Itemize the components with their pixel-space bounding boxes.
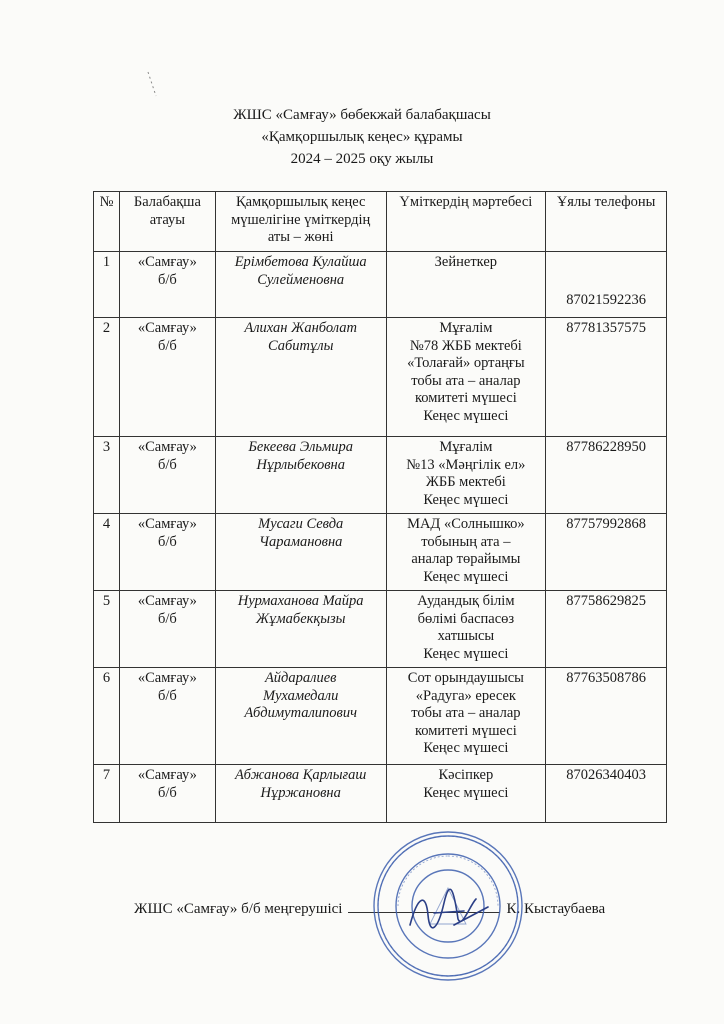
status-line: хатшысы bbox=[437, 628, 495, 644]
status-line: тобы ата – аналар bbox=[411, 372, 521, 389]
cell-status bbox=[386, 437, 546, 514]
phone-number: 87021592236 bbox=[566, 291, 646, 308]
status-line: Зейнеткер bbox=[434, 254, 498, 270]
cell-phone bbox=[546, 765, 667, 823]
status-line: Мұғалім bbox=[439, 439, 493, 455]
table-row bbox=[94, 252, 667, 318]
document-heading bbox=[0, 104, 724, 170]
header-phone: Ұялы телефоны bbox=[546, 192, 667, 252]
table-body bbox=[94, 252, 667, 823]
cell-num bbox=[94, 318, 120, 437]
table-row bbox=[94, 765, 667, 823]
phone-number: 87781357575 bbox=[566, 320, 646, 336]
status-line: «Радуга» ересек bbox=[415, 687, 516, 704]
org-type: б/б bbox=[158, 784, 177, 801]
cell-status bbox=[386, 514, 546, 591]
heading-line-1: ЖШС «Самғау» бөбекжай балабақшасы bbox=[233, 107, 491, 123]
cell-num bbox=[94, 437, 120, 514]
status-line: комитеті мүшесі bbox=[414, 722, 517, 739]
status-line: тобының ата – bbox=[421, 533, 511, 550]
cell-org bbox=[119, 668, 215, 765]
status-line: №78 ЖББ мектебі bbox=[409, 337, 522, 354]
status-line: аналар төрайымы bbox=[411, 551, 521, 567]
org-type: б/б bbox=[158, 610, 177, 627]
candidate-name-line: Жұмабекқызы bbox=[255, 610, 346, 627]
org-type: б/б bbox=[158, 687, 177, 704]
cell-status bbox=[386, 252, 546, 318]
status-line: ЖББ мектебі bbox=[425, 474, 506, 490]
cell-name bbox=[215, 437, 386, 514]
row-number: 2 bbox=[102, 320, 111, 336]
status-line: бөлімі баспасөз bbox=[417, 610, 515, 627]
status-line: Кеңес мүшесі bbox=[423, 784, 509, 801]
phone-number: 87026340403 bbox=[566, 767, 646, 783]
status-line: МАД «Солнышко» bbox=[407, 516, 525, 532]
cell-status bbox=[386, 765, 546, 823]
cell-name bbox=[215, 591, 386, 668]
cell-name bbox=[215, 765, 386, 823]
org-name: «Самғау» bbox=[137, 593, 197, 609]
candidate-name-line: Сулейменовна bbox=[257, 271, 345, 288]
cell-name bbox=[215, 252, 386, 318]
org-type: б/б bbox=[158, 456, 177, 473]
status-line: Кеңес мүшесі bbox=[423, 740, 509, 756]
org-name: «Самғау» bbox=[137, 439, 197, 455]
org-type: б/б bbox=[158, 271, 177, 288]
cell-num bbox=[94, 252, 120, 318]
status-line: Сот орындаушысы bbox=[407, 670, 524, 686]
cell-phone bbox=[546, 668, 667, 765]
row-number: 4 bbox=[102, 516, 111, 532]
table-row bbox=[94, 668, 667, 765]
cell-num bbox=[94, 668, 120, 765]
candidate-name-line: Нұрлыбековна bbox=[256, 456, 345, 473]
candidate-name-line: Чарамановна bbox=[258, 533, 343, 550]
org-type: б/б bbox=[158, 337, 177, 354]
status-line: комитеті мүшесі bbox=[414, 390, 517, 406]
candidate-name-line: Мухамедали bbox=[263, 687, 339, 704]
candidate-name-line: Абжанова Қарлығаш bbox=[235, 767, 367, 783]
council-table bbox=[93, 191, 667, 823]
cell-phone bbox=[546, 437, 667, 514]
candidate-name-line: Бекеева Эльмира bbox=[248, 439, 354, 455]
header-num: № bbox=[94, 192, 120, 252]
cell-phone bbox=[546, 591, 667, 668]
candidate-name-line: Сабитұлы bbox=[267, 337, 334, 354]
cell-num bbox=[94, 514, 120, 591]
table-row bbox=[94, 591, 667, 668]
cell-org bbox=[119, 318, 215, 437]
scan-speck bbox=[146, 70, 160, 100]
cell-name bbox=[215, 668, 386, 765]
org-name: «Самғау» bbox=[137, 254, 197, 270]
status-line: Кеңес мүшесі bbox=[423, 407, 509, 424]
table-header-row bbox=[94, 192, 667, 252]
org-name: «Самғау» bbox=[137, 767, 197, 783]
table-row bbox=[94, 318, 667, 437]
signature-role: ЖШС «Самғау» б/б меңгерушісі bbox=[134, 901, 343, 917]
signature-name: К. Кыстаубаева bbox=[506, 901, 606, 917]
cell-num bbox=[94, 591, 120, 668]
cell-org bbox=[119, 514, 215, 591]
org-name: «Самғау» bbox=[137, 516, 197, 532]
candidate-name-line: Абдимуталипович bbox=[244, 705, 358, 721]
candidate-name-line: Алихан Жанболат bbox=[244, 320, 358, 336]
cell-phone bbox=[546, 252, 667, 318]
status-line: тобы ата – аналар bbox=[411, 705, 521, 721]
cell-status bbox=[386, 591, 546, 668]
cell-phone bbox=[546, 514, 667, 591]
row-number: 7 bbox=[102, 767, 111, 783]
heading-line-3: 2024 – 2025 оқу жылы bbox=[290, 151, 434, 167]
row-number: 5 bbox=[102, 593, 111, 609]
header-org: Балабақша атауы bbox=[119, 192, 215, 252]
phone-number: 87763508786 bbox=[566, 670, 646, 686]
handwritten-signature bbox=[404, 885, 494, 935]
heading-line-2: «Қамқоршылық кеңес» құрамы bbox=[261, 129, 463, 145]
status-line: Аудандық білім bbox=[417, 593, 515, 609]
cell-num bbox=[94, 765, 120, 823]
status-line: Кеңес мүшесі bbox=[423, 568, 509, 585]
status-line: Кәсіпкер bbox=[438, 767, 494, 783]
status-line: Мұғалім bbox=[439, 320, 493, 336]
candidate-name-line: Мусаги Севда bbox=[258, 516, 344, 532]
status-line: №13 «Мәңгілік ел» bbox=[406, 456, 526, 473]
candidate-name-line: Нұржановна bbox=[260, 784, 341, 801]
row-number: 6 bbox=[102, 670, 111, 686]
table-row bbox=[94, 437, 667, 514]
phone-number: 87758629825 bbox=[566, 593, 646, 609]
status-line: Кеңес мүшесі bbox=[423, 491, 509, 508]
org-name: «Самғау» bbox=[137, 670, 197, 686]
phone-number: 87757992868 bbox=[566, 516, 646, 532]
cell-name bbox=[215, 514, 386, 591]
row-number: 1 bbox=[102, 254, 111, 270]
header-name: Қамқоршылық кеңес мүшелігіне үміткердің аты – жөні bbox=[215, 192, 386, 252]
status-line: «Толағай» ортаңғы bbox=[407, 355, 525, 371]
row-number: 3 bbox=[102, 439, 111, 455]
status-line: Кеңес мүшесі bbox=[423, 645, 509, 662]
candidate-name-line: Ерімбетова Кулайша bbox=[234, 254, 367, 270]
org-type: б/б bbox=[158, 533, 177, 550]
cell-status bbox=[386, 318, 546, 437]
cell-org bbox=[119, 591, 215, 668]
header-status: Үміткердің мәртебесі bbox=[386, 192, 546, 252]
phone-number: 87786228950 bbox=[566, 439, 646, 455]
cell-org bbox=[119, 252, 215, 318]
candidate-name-line: Нурмаханова Майра bbox=[237, 593, 364, 609]
cell-name bbox=[215, 318, 386, 437]
candidate-name-line: Айдаралиев bbox=[264, 670, 337, 686]
org-name: «Самғау» bbox=[137, 320, 197, 336]
cell-org bbox=[119, 765, 215, 823]
cell-phone bbox=[546, 318, 667, 437]
cell-org bbox=[119, 437, 215, 514]
cell-status bbox=[386, 668, 546, 765]
table-row bbox=[94, 514, 667, 591]
